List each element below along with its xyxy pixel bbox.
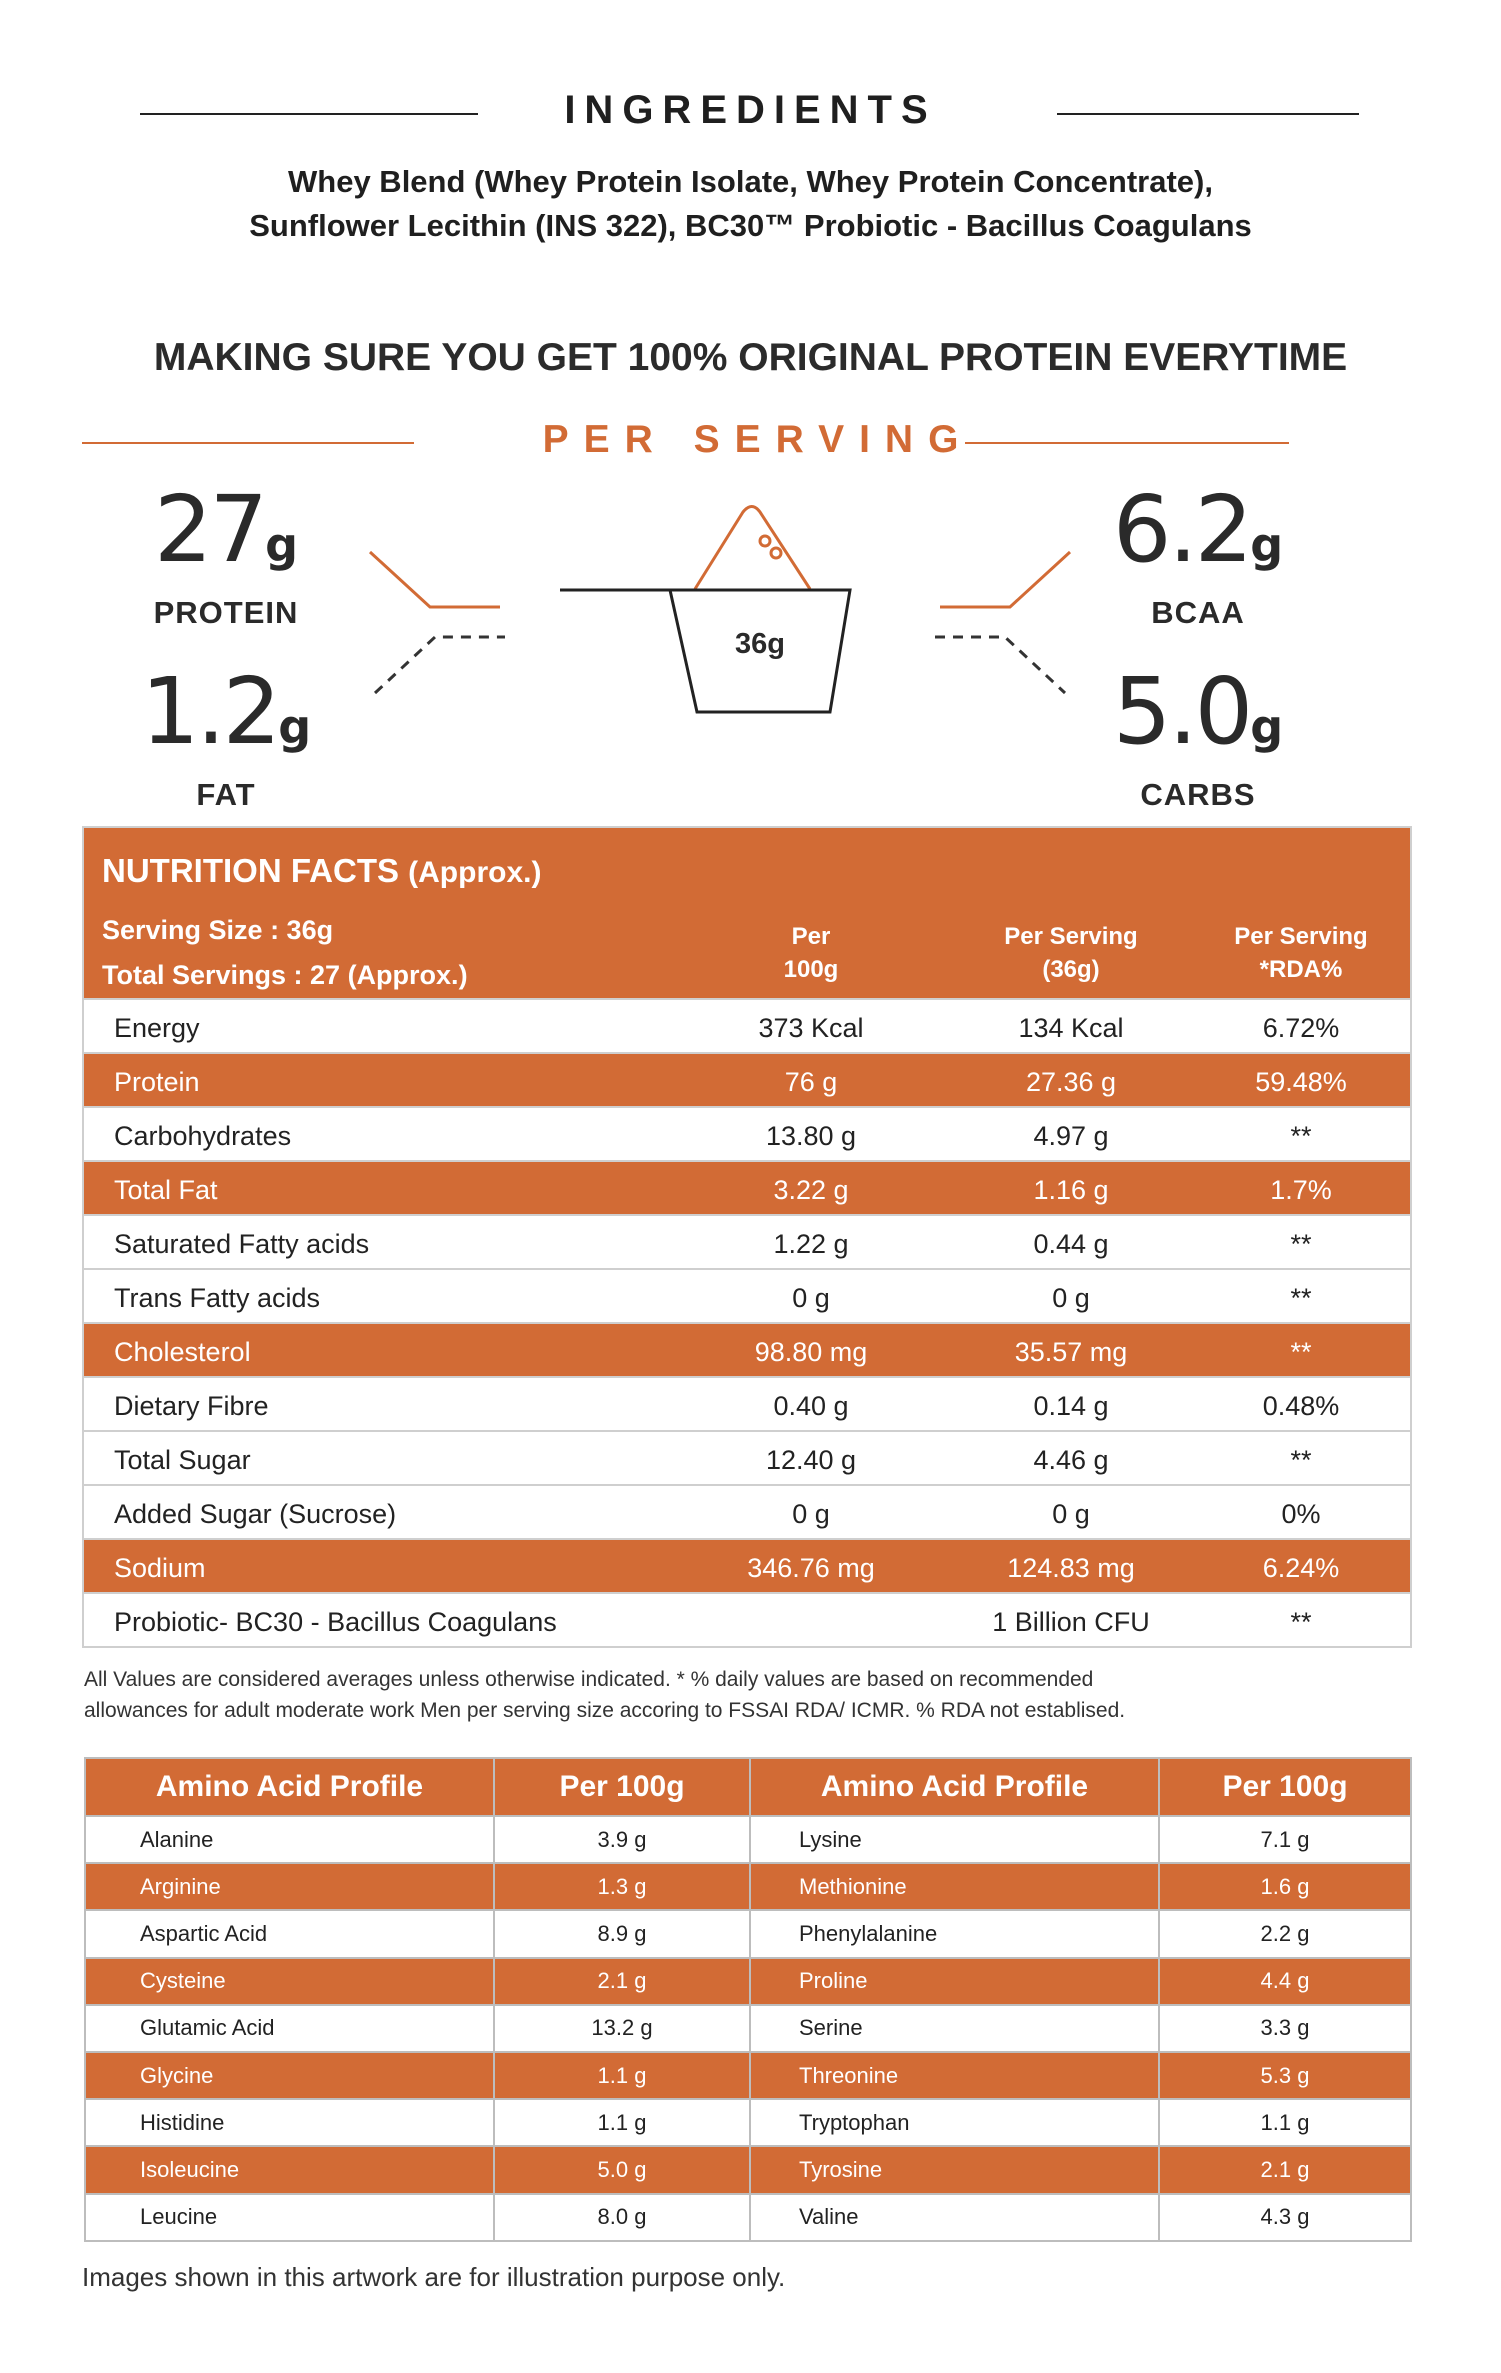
amino-value: 7.1 g	[1260, 1826, 1310, 1852]
nutrient-per-serving: 4.46 g	[1033, 1445, 1109, 1475]
footnote	[84, 1664, 1384, 1726]
amino-row	[86, 1815, 1410, 1862]
macro-protein	[96, 476, 356, 631]
scoop-weight: 36g	[735, 628, 785, 660]
nutrient-per-100g: 346.76 mg	[747, 1553, 875, 1583]
nutrient-name: Sodium	[114, 1553, 206, 1583]
amino-name: Glutamic Acid	[86, 2006, 495, 2051]
macro-bcaa-label: BCAA	[1151, 595, 1245, 630]
ingredients-line-2: Sunflower Lecithin (INS 322), BC30™ Probiotic - Bacillus Coagulans	[249, 208, 1252, 243]
connector-protein-line	[370, 552, 500, 607]
nutrient-rda: **	[1290, 1337, 1312, 1367]
amino-value: 1.1 g	[495, 2053, 751, 2098]
amino-name: Isoleucine	[86, 2147, 495, 2192]
nutrition-row	[84, 1106, 1410, 1160]
macro-carbs-value: 5.0	[1112, 658, 1251, 765]
amino-header-value-right: Per 100g	[1222, 1770, 1348, 1803]
column-per-serving-line2: (36g)	[1042, 956, 1100, 983]
nutrient-per-100g: 0 g	[792, 1499, 830, 1529]
nutrient-per-serving: 134 Kcal	[1018, 1013, 1124, 1043]
per-serving-title: PER SERVING	[542, 418, 974, 461]
nutrient-name: Trans Fatty acids	[114, 1283, 321, 1313]
amino-value: 3.3 g	[1260, 2015, 1310, 2041]
nutrition-row	[84, 1214, 1410, 1268]
macro-carbs	[1068, 658, 1328, 813]
nutrient-per-serving: 27.36 g	[1025, 1067, 1117, 1097]
amino-name: Threonine	[751, 2053, 1160, 2098]
nutrient-per-serving: 35.57 mg	[1014, 1337, 1128, 1367]
amino-name: Arginine	[86, 1864, 495, 1909]
nutrient-per-100g: 12.40 g	[765, 1445, 857, 1475]
serving-info	[102, 908, 468, 998]
amino-name: Histidine	[86, 2100, 495, 2145]
powder-icon	[695, 507, 810, 590]
headline: MAKING SURE YOU GET 100% ORIGINAL PROTEIN EVERYTIME	[153, 336, 1348, 379]
nutrient-per-serving: 4.97 g	[1033, 1121, 1109, 1151]
probiotic-rda: **	[1290, 1607, 1312, 1637]
macro-fat	[96, 658, 356, 813]
amino-value: 8.9 g	[495, 1911, 751, 1956]
probiotic-value: 1 Billion CFU	[992, 1607, 1150, 1637]
amino-value: 8.0 g	[495, 2195, 751, 2240]
nutrition-row	[84, 1322, 1410, 1376]
macro-carbs-unit: g	[1250, 700, 1284, 754]
nutrient-rda: **	[1290, 1229, 1312, 1259]
total-servings: Total Servings : 27 (Approx.)	[102, 960, 468, 990]
connector-bcaa-line	[940, 552, 1070, 607]
nutrition-row	[84, 1160, 1410, 1214]
amino-header	[86, 1759, 1410, 1815]
nutrient-rda: **	[1290, 1445, 1312, 1475]
ingredients-line-1: Whey Blend (Whey Protein Isolate, Whey Protein Concentrate),	[288, 164, 1213, 199]
macro-fat-label: FAT	[196, 777, 256, 812]
nutrition-row	[84, 1538, 1410, 1592]
column-per-100g-line2: 100g	[783, 956, 839, 983]
nutrition-row	[84, 1430, 1410, 1484]
column-rda-line2: *RDA%	[1259, 956, 1343, 983]
nutrient-name: Saturated Fatty acids	[114, 1229, 370, 1259]
nutrient-rda: 6.24%	[1262, 1553, 1340, 1583]
nutrition-row	[84, 1484, 1410, 1538]
macro-bcaa-unit: g	[1250, 518, 1284, 572]
nutrient-name: Total Sugar	[114, 1445, 251, 1475]
nutrient-per-100g: 76 g	[784, 1067, 838, 1097]
amino-value: 13.2 g	[495, 2006, 751, 2051]
nutrient-name: Cholesterol	[114, 1337, 251, 1367]
amino-value: 3.9 g	[495, 1817, 751, 1862]
ingredients-text	[0, 160, 1501, 248]
nutrient-per-serving: 0 g	[1052, 1499, 1090, 1529]
amino-name: Lysine	[751, 1817, 1160, 1862]
nutrition-title-main: NUTRITION FACTS	[102, 852, 399, 889]
amino-header-name-right: Amino Acid Profile	[751, 1759, 1160, 1815]
nutrient-rda: 0.48%	[1262, 1391, 1340, 1421]
nutrient-rda: 59.48%	[1255, 1067, 1347, 1097]
powder-granule-icon	[771, 548, 781, 558]
nutrient-name: Total Fat	[114, 1175, 218, 1205]
column-per-100g	[676, 920, 946, 986]
amino-name: Methionine	[751, 1864, 1160, 1909]
nutrient-per-100g: 373 Kcal	[758, 1013, 864, 1043]
nutrition-title-suffix: (Approx.)	[408, 856, 542, 889]
probiotic-name: Probiotic- BC30 - Bacillus Coagulans	[114, 1607, 557, 1637]
macro-bcaa-value: 6.2	[1112, 476, 1251, 583]
powder-granule-icon	[760, 536, 770, 546]
macro-protein-value: 27	[153, 476, 266, 583]
nutrition-row	[84, 1052, 1410, 1106]
macro-carbs-label: CARBS	[1140, 777, 1256, 812]
amino-row	[86, 2193, 1410, 2240]
nutrient-rda: **	[1290, 1121, 1312, 1151]
nutrient-name: Protein	[114, 1067, 200, 1097]
nutrient-per-serving: 124.83 mg	[1007, 1553, 1135, 1583]
nutrient-per-100g: 13.80 g	[765, 1121, 857, 1151]
nutrient-name: Carbohydrates	[114, 1121, 292, 1151]
nutrient-per-serving: 0 g	[1052, 1283, 1090, 1313]
amino-name: Serine	[751, 2006, 1160, 2051]
amino-value: 4.4 g	[1260, 1968, 1310, 1994]
amino-row	[86, 1909, 1410, 1956]
amino-value: 2.2 g	[1260, 1920, 1310, 1946]
footnote-line-1: All Values are considered averages unless otherwise indicated. * % daily values are based on recommended	[84, 1668, 1094, 1691]
serving-size: Serving Size : 36g	[102, 915, 334, 945]
nutrient-per-serving: 0.14 g	[1033, 1391, 1109, 1421]
nutrient-per-serving: 1.16 g	[1033, 1175, 1109, 1205]
amino-name: Leucine	[86, 2195, 495, 2240]
nutrient-per-100g: 0.40 g	[773, 1391, 849, 1421]
amino-value: 1.1 g	[1260, 2109, 1310, 2135]
footnote-line-2: allowances for adult moderate work Men per serving size accoring to FSSAI RDA/ ICMR. % RDA not establised.	[84, 1699, 1126, 1722]
amino-name: Glycine	[86, 2053, 495, 2098]
amino-row	[86, 2098, 1410, 2145]
nutrient-rda: 6.72%	[1262, 1013, 1340, 1043]
amino-value: 4.3 g	[1260, 2204, 1310, 2230]
nutrient-per-100g: 1.22 g	[773, 1229, 849, 1259]
amino-name: Proline	[751, 1959, 1160, 2004]
nutrition-row	[84, 1376, 1410, 1430]
nutrient-per-100g: 98.80 mg	[754, 1337, 868, 1367]
nutrient-name: Energy	[114, 1013, 200, 1043]
amino-name: Phenylalanine	[751, 1911, 1160, 1956]
connector-carbs-line	[935, 637, 1065, 693]
nutrition-title	[102, 852, 541, 890]
amino-row	[86, 2051, 1410, 2098]
nutrition-table	[82, 826, 1412, 1648]
amino-name: Valine	[751, 2195, 1160, 2240]
macro-bcaa	[1068, 476, 1328, 631]
amino-value: 5.3 g	[1260, 2062, 1310, 2088]
amino-row	[86, 2145, 1410, 2192]
nutrition-row	[84, 998, 1410, 1052]
macro-protein-unit: g	[265, 518, 298, 572]
connector-fat-line	[375, 637, 505, 693]
nutrition-header	[84, 828, 1410, 998]
amino-name: Aspartic Acid	[86, 1911, 495, 1956]
amino-value: 2.1 g	[495, 1959, 751, 2004]
amino-name: Tyrosine	[751, 2147, 1160, 2192]
nutrition-row-probiotic	[84, 1592, 1410, 1646]
column-rda-line1: Per Serving	[1234, 923, 1368, 950]
nutrient-rda: 1.7%	[1270, 1175, 1332, 1205]
column-per-serving	[936, 920, 1206, 986]
macro-fat-unit: g	[278, 700, 312, 754]
column-per-serving-line1: Per Serving	[1004, 923, 1138, 950]
disclaimer: Images shown in this artwork are for illustration purpose only.	[82, 2262, 786, 2292]
amino-acid-table	[84, 1757, 1412, 2242]
amino-header-value-left: Per 100g	[495, 1759, 751, 1815]
amino-value: 2.1 g	[1260, 2156, 1310, 2182]
ingredients-title: INGREDIENTS	[564, 88, 937, 132]
amino-row	[86, 2004, 1410, 2051]
nutrition-row	[84, 1268, 1410, 1322]
amino-header-name-left: Amino Acid Profile	[86, 1759, 495, 1815]
amino-name: Cysteine	[86, 1959, 495, 2004]
amino-value: 5.0 g	[495, 2147, 751, 2192]
nutrient-per-100g: 3.22 g	[773, 1175, 849, 1205]
macro-fat-value: 1.2	[140, 658, 279, 765]
nutrient-name: Dietary Fibre	[114, 1391, 269, 1421]
column-per-100g-line1: Per	[791, 923, 831, 950]
amino-name: Tryptophan	[751, 2100, 1160, 2145]
amino-value: 1.6 g	[1260, 1873, 1310, 1899]
nutrient-name: Added Sugar (Sucrose)	[114, 1499, 397, 1529]
amino-row	[86, 1862, 1410, 1909]
nutrient-rda: 0%	[1281, 1499, 1321, 1529]
amino-value: 1.3 g	[495, 1864, 751, 1909]
nutrient-per-serving: 0.44 g	[1033, 1229, 1109, 1259]
nutrient-per-100g: 0 g	[792, 1283, 830, 1313]
macro-protein-label: PROTEIN	[153, 595, 299, 630]
amino-row	[86, 1957, 1410, 2004]
column-rda	[1196, 920, 1406, 986]
nutrient-rda: **	[1290, 1283, 1312, 1313]
scoop-diagram	[360, 495, 1080, 730]
amino-name: Alanine	[86, 1817, 495, 1862]
amino-value: 1.1 g	[495, 2100, 751, 2145]
